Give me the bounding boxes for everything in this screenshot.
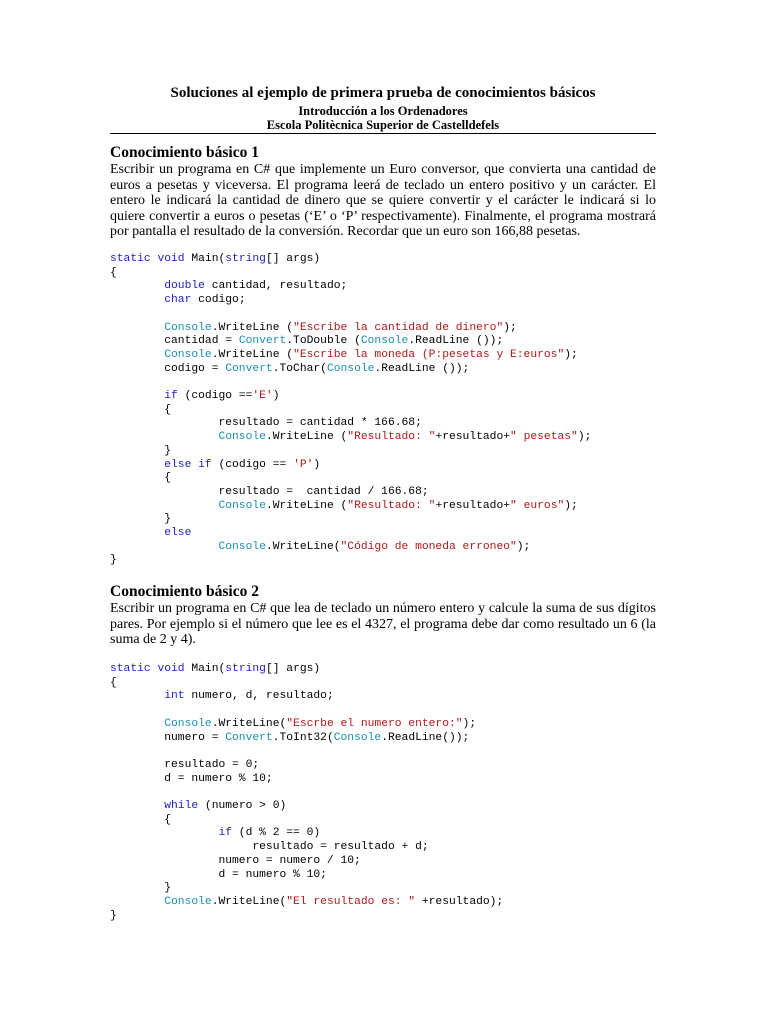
code-type: Convert: [238, 335, 287, 348]
code-text: +resultado+: [435, 431, 511, 444]
code-text: .ToChar(: [272, 362, 327, 375]
section-2-heading: Conocimiento básico 2: [110, 583, 259, 600]
code-line: [110, 390, 280, 402]
code-text: {: [110, 472, 172, 485]
code-line: [110, 431, 591, 443]
code-line: [110, 910, 117, 922]
code-type: Console: [326, 362, 375, 375]
code-text: [110, 459, 164, 471]
code-keyword: while: [164, 800, 199, 813]
code-keyword: string: [225, 253, 266, 265]
code-text: (numero > 0): [198, 800, 287, 813]
code-line: [110, 663, 320, 675]
document-title: Soluciones al ejemplo de primera prueba de conocimientos básicos: [170, 85, 596, 101]
code-line: [110, 827, 320, 839]
code-text: ): [313, 458, 321, 471]
code-text: [110, 431, 218, 443]
code-text: [110, 322, 164, 334]
code-type: Convert: [225, 362, 273, 375]
code-type: Console: [333, 731, 382, 744]
code-text: cantidad =: [110, 335, 239, 348]
code-text: d = numero % 10;: [110, 772, 273, 785]
code-type: Convert: [225, 731, 273, 744]
code-text: .ToDouble (: [286, 335, 361, 348]
code-text: {: [110, 676, 117, 689]
section-1-heading: Conocimiento básico 1: [110, 144, 259, 161]
code-text: {: [110, 813, 172, 826]
code-string: "Escribe la moneda (P:pesetas y E:euros": [293, 348, 565, 361]
code-text: .WriteLine (: [265, 499, 348, 512]
code-text: numero, d, resultado;: [184, 690, 334, 703]
code-line: [110, 500, 578, 512]
code-keyword: else if: [164, 458, 212, 471]
code-text: Main(: [191, 253, 226, 265]
code-type: Console: [164, 321, 212, 334]
code-line: [110, 677, 117, 689]
code-text: );: [564, 348, 578, 361]
code-type: Console: [164, 348, 212, 361]
code-string: "Código de moneda erroneo": [340, 540, 517, 553]
code-line: [110, 896, 503, 908]
code-text: [110, 294, 164, 306]
code-text: [110, 718, 164, 730]
code-line: [110, 718, 476, 730]
code-text: [110, 390, 164, 402]
code-text: [110, 280, 164, 292]
code-text: resultado = resultado + d;: [110, 841, 429, 854]
code-text: .WriteLine(: [265, 540, 341, 553]
code-keyword: static void: [110, 253, 192, 265]
code-text: resultado = cantidad / 166.68;: [110, 485, 429, 498]
code-line: [110, 280, 347, 292]
code-line: [110, 335, 503, 347]
code-text: .ReadLine ());: [374, 362, 470, 375]
code-line: [110, 732, 469, 744]
code-text: ): [272, 390, 280, 403]
code-text: [] args): [265, 663, 321, 675]
code-line: [110, 773, 273, 785]
code-keyword: static void: [110, 663, 192, 675]
code-text: resultado = cantidad * 166.68;: [110, 417, 422, 430]
code-text: Main(: [191, 663, 226, 675]
code-text: numero =: [110, 731, 226, 744]
code-text: codigo;: [191, 294, 246, 307]
code-text: }: [110, 882, 172, 895]
code-text: );: [462, 717, 477, 730]
code-line: [110, 527, 191, 539]
code-text: [110, 827, 218, 839]
section-1-code-block: [110, 253, 591, 568]
code-type: Console: [164, 895, 212, 908]
section-1-statement: Escribir un programa en C# que implemente un Euro conversor, que convierta una cantidad de euros a pesetas y viceversa. El programa leerá de teclado un entero positivo y un carácter. El entero le indicará la cantidad de dinero que se quiere convertir y el carácter le indicará si lo quiere convertir a euros o pesetas (‘E’ o ‘P’ respectivamente). Finalmente, el programa mostrará por pantalla el resultado de la conversión. Recordar que un euro son 166,88 pesetas.: [110, 162, 656, 239]
code-line: [110, 294, 246, 306]
code-string: 'E': [252, 390, 273, 403]
code-string: 'P': [293, 458, 314, 471]
code-line: [110, 800, 286, 812]
code-text: [110, 541, 218, 553]
code-keyword: if: [218, 827, 233, 840]
code-text: .WriteLine (: [211, 348, 294, 361]
code-keyword: double: [164, 280, 205, 293]
code-keyword: int: [164, 690, 185, 703]
code-line: [110, 459, 320, 471]
code-line: [110, 486, 429, 498]
code-string: "Escribe la cantidad de dinero": [293, 321, 504, 334]
code-text: [110, 800, 164, 812]
code-line: [110, 554, 117, 566]
code-string: " euros": [510, 499, 565, 512]
code-text: cantidad, resultado;: [204, 280, 348, 293]
code-keyword: char: [164, 294, 192, 307]
code-text: );: [564, 499, 578, 512]
code-line: [110, 445, 171, 457]
code-text: .WriteLine (: [211, 321, 294, 334]
code-text: [110, 896, 164, 908]
code-line: [110, 513, 171, 525]
school-name: Escola Politècnica Superior de Castelldefels: [266, 118, 500, 132]
code-text: (d % 2 == 0): [232, 827, 321, 840]
code-text: }: [110, 444, 172, 457]
code-text: );: [503, 321, 517, 334]
code-line: [110, 690, 334, 702]
code-text: [110, 690, 164, 702]
code-text: [] args): [265, 253, 321, 265]
course-name: Introducción a los Ordenadores: [298, 104, 468, 118]
code-text: );: [577, 431, 592, 444]
code-text: }: [110, 513, 172, 526]
code-text: .ToInt32(: [272, 731, 334, 744]
code-text: +resultado+: [435, 499, 511, 512]
code-text: [110, 527, 164, 539]
code-type: Console: [218, 540, 266, 553]
code-line: [110, 253, 320, 265]
code-string: "El resultado es: ": [286, 895, 416, 908]
code-text: codigo =: [110, 362, 226, 375]
code-text: .ReadLine());: [381, 731, 470, 744]
code-text: .WriteLine(: [211, 895, 287, 908]
code-text: );: [516, 540, 531, 553]
code-line: [110, 882, 171, 894]
code-keyword: else: [164, 527, 192, 540]
code-text: d = numero % 10;: [110, 868, 327, 881]
code-string: "Resultado: ": [347, 499, 436, 512]
code-line: [110, 322, 517, 334]
section-2-code-block: [110, 663, 503, 923]
code-type: Console: [218, 499, 266, 512]
code-text: .WriteLine (: [265, 431, 348, 444]
code-text: .ReadLine ());: [408, 335, 504, 348]
code-text: [110, 349, 164, 361]
code-line: [110, 363, 469, 375]
code-line: [110, 814, 171, 826]
code-line: [110, 869, 327, 881]
code-text: (codigo ==: [211, 458, 294, 471]
code-text: }: [110, 909, 117, 922]
code-string: " pesetas": [510, 431, 578, 444]
code-text: numero = numero / 10;: [110, 854, 361, 867]
code-keyword: if: [164, 390, 178, 403]
code-line: [110, 841, 429, 853]
code-line: [110, 267, 117, 279]
code-text: [110, 500, 218, 512]
code-text: }: [110, 554, 117, 567]
code-text: .WriteLine(: [211, 717, 287, 730]
code-type: Console: [360, 335, 409, 348]
code-line: [110, 759, 259, 771]
code-type: Console: [218, 431, 266, 444]
code-text: +resultado);: [415, 895, 504, 908]
code-line: [110, 417, 422, 429]
code-line: [110, 472, 171, 484]
header-divider: [110, 133, 656, 134]
code-text: (codigo ==: [177, 390, 253, 403]
code-text: {: [110, 403, 172, 416]
code-line: [110, 404, 171, 416]
code-type: Console: [164, 717, 212, 730]
code-string: "Resultado: ": [347, 431, 436, 444]
code-text: resultado = 0;: [110, 758, 260, 771]
code-line: [110, 349, 578, 361]
code-text: {: [110, 266, 117, 279]
code-line: [110, 855, 361, 867]
section-2-statement: Escribir un programa en C# que lea de teclado un número entero y calcule la suma de sus dígitos pares. Por ejemplo si el número que lee es el 4327, el programa debe dar como resultado un 6 (la suma de 2 y 4).: [110, 601, 656, 647]
code-string: "Escrbe el numero entero:": [286, 717, 463, 730]
code-keyword: string: [225, 663, 266, 675]
code-line: [110, 541, 530, 553]
